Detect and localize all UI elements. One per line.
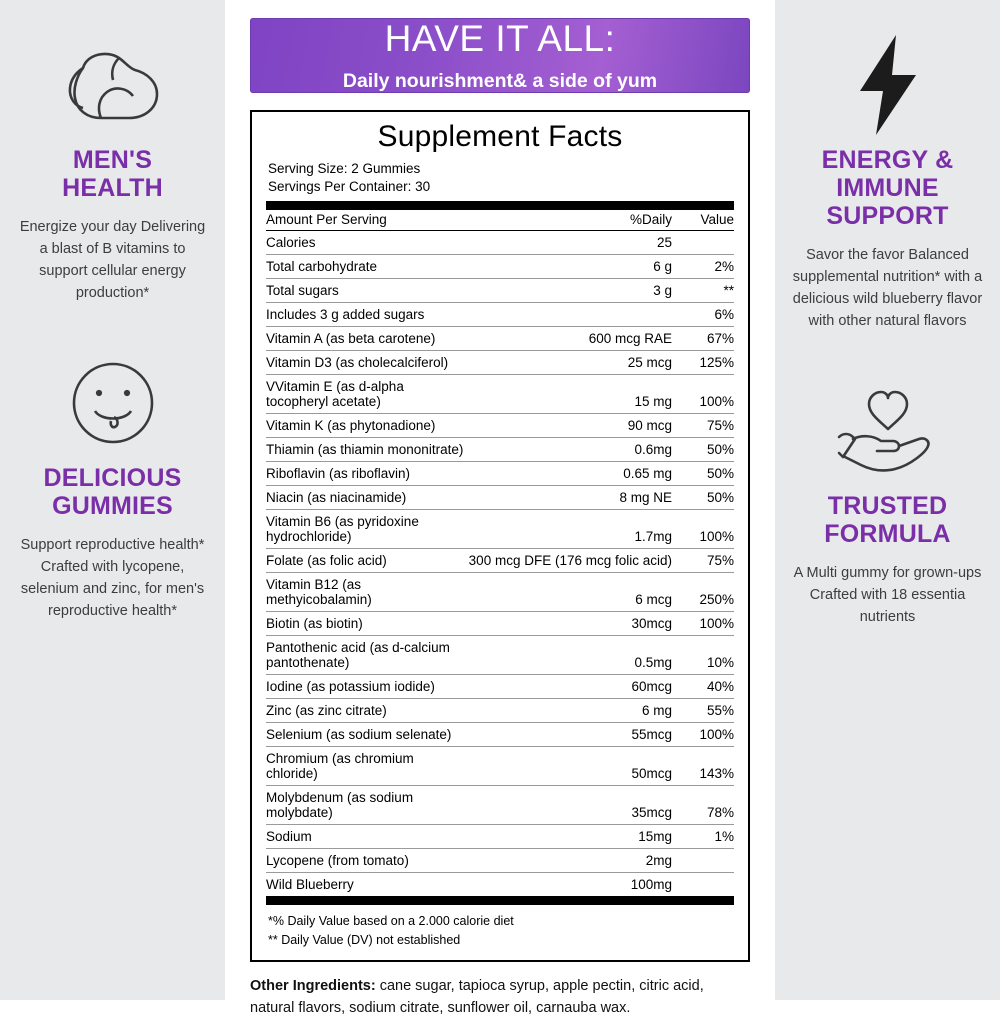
nutrient-daily-value: 75% bbox=[672, 549, 734, 573]
table-row bbox=[266, 549, 734, 573]
feature-title-line: GUMMIES bbox=[52, 492, 173, 521]
label-center-column bbox=[225, 0, 775, 1016]
right-feature-column bbox=[775, 0, 1000, 1000]
nutrient-name: Niacin (as niacinamide) bbox=[266, 486, 469, 510]
nutrient-amount: 30mcg bbox=[469, 612, 672, 636]
table-row bbox=[266, 303, 734, 327]
nutrient-daily-value: 1% bbox=[672, 825, 734, 849]
nutrient-amount: 0.6mg bbox=[469, 438, 672, 462]
table-row bbox=[266, 825, 734, 849]
table-row bbox=[266, 747, 734, 786]
nutrient-amount: 15 mg bbox=[469, 375, 672, 414]
feature-energy-immune-support bbox=[785, 30, 990, 332]
footnotes bbox=[266, 905, 734, 950]
feature-title bbox=[62, 146, 163, 202]
feature-title bbox=[824, 492, 950, 548]
table-row bbox=[266, 327, 734, 351]
feature-body: Energize your day Delivering a blast of B vitamins to support cellular energy production* bbox=[19, 219, 206, 302]
nutrient-name: Riboflavin (as riboflavin) bbox=[266, 462, 469, 486]
nutrient-name: Biotin (as biotin) bbox=[266, 612, 469, 636]
nutrient-name: Lycopene (from tomato) bbox=[266, 849, 469, 873]
servings-per-container: Servings Per Container: 30 bbox=[268, 179, 431, 195]
feature-body: Support reproductive health* Crafted with lycopene, selenium and zinc, for men's reproductive health* bbox=[20, 537, 205, 620]
feature-delicious-gummies bbox=[10, 348, 215, 622]
nutrient-name: Folate (as folic acid) bbox=[266, 549, 469, 573]
nutrient-amount: 50mcg bbox=[469, 747, 672, 786]
table-row bbox=[266, 462, 734, 486]
banner-title: HAVE IT ALL: bbox=[384, 18, 616, 59]
feature-title-line: SUPPORT bbox=[826, 202, 949, 230]
header-percent-daily: %Daily bbox=[469, 210, 672, 231]
nutrient-daily-value: 40% bbox=[672, 675, 734, 699]
table-row bbox=[266, 636, 734, 675]
table-row bbox=[266, 414, 734, 438]
table-row bbox=[266, 873, 734, 897]
nutrient-name: Vitamin K (as phytonadione) bbox=[266, 414, 469, 438]
header-banner bbox=[250, 18, 750, 93]
nutrient-daily-value: 100% bbox=[672, 612, 734, 636]
feature-mens-health bbox=[10, 30, 215, 304]
nutrient-daily-value: 100% bbox=[672, 723, 734, 747]
feature-title bbox=[822, 146, 954, 230]
nutrient-amount: 2mg bbox=[469, 849, 672, 873]
feature-title-line: FORMULA bbox=[824, 520, 951, 549]
nutrient-amount: 100mg bbox=[630, 877, 672, 893]
nutrient-name: Iodine (as potassium iodide) bbox=[266, 675, 469, 699]
table-header-row bbox=[266, 210, 734, 231]
feature-title-line: HEALTH bbox=[62, 174, 163, 202]
feature-body: Savor the favor Balanced supplemental nutrition* with a delicious wild blueberry flavor with other natural flavors bbox=[792, 247, 983, 330]
facts-top-rule bbox=[266, 201, 734, 210]
nutrient-name: VVitamin E (as d-alpha tocopheryl acetate) bbox=[266, 375, 469, 414]
facts-bottom-rule bbox=[266, 896, 734, 905]
lightning-bolt-icon bbox=[850, 30, 926, 140]
other-ingredients bbox=[250, 976, 750, 1019]
nutrient-name: Includes 3 g added sugars bbox=[266, 303, 469, 327]
feature-title-line: DELICIOUS bbox=[43, 464, 182, 493]
nutrient-daily-value: 6% bbox=[672, 303, 734, 327]
nutrient-amount: 600 mcg RAE bbox=[469, 327, 672, 351]
nutrient-daily-value: 67% bbox=[672, 327, 734, 351]
feature-trusted-formula bbox=[785, 376, 990, 628]
nutrient-daily-value: 250% bbox=[672, 573, 734, 612]
nutrient-daily-value: 55% bbox=[672, 699, 734, 723]
nutrient-name: Molybdenum (as sodium molybdate) bbox=[266, 786, 469, 825]
supplement-facts-panel bbox=[250, 110, 750, 962]
nutrient-amount: 25 mcg bbox=[469, 351, 672, 375]
nutrient-amount: 60mcg bbox=[469, 675, 672, 699]
table-row bbox=[266, 351, 734, 375]
table-row bbox=[266, 486, 734, 510]
nutrient-amount: 6 mg bbox=[469, 699, 672, 723]
nutrient-amount: 1.7mg bbox=[469, 510, 672, 549]
nutrient-name: Thiamin (as thiamin mononitrate) bbox=[266, 438, 469, 462]
feature-title-line: IMMUNE bbox=[836, 174, 939, 202]
nutrient-daily-value bbox=[672, 231, 734, 255]
nutrient-name: Chromium (as chromium chloride) bbox=[266, 747, 469, 786]
nutrient-amount: 3 g bbox=[469, 279, 672, 303]
nutrient-name: Zinc (as zinc citrate) bbox=[266, 699, 469, 723]
nutrient-daily-value: 50% bbox=[672, 462, 734, 486]
nutrient-daily-value: 10% bbox=[672, 636, 734, 675]
nutrient-amount bbox=[469, 303, 672, 327]
other-ingredients-text: cane sugar, tapioca syrup, apple pectin, citric acid, natural flavors, sodium citrate, sunflower oil, carnauba wax. bbox=[250, 977, 704, 1016]
nutrient-amount: 25 bbox=[469, 231, 672, 255]
nutrient-amount: 6 g bbox=[469, 255, 672, 279]
serving-size: Serving Size: 2 Gummies bbox=[268, 161, 421, 176]
nutrient-daily-value: 143% bbox=[672, 747, 734, 786]
nutrient-daily-value: 100% bbox=[672, 510, 734, 549]
nutrient-amount: 90 mcg bbox=[469, 414, 672, 438]
nutrient-amount: 6 mcg bbox=[469, 573, 672, 612]
nutrient-name: Vitamin D3 (as cholecalciferol) bbox=[266, 351, 469, 375]
nutrient-daily-value: 50% bbox=[672, 486, 734, 510]
nutrient-daily-value bbox=[672, 873, 734, 897]
table-row bbox=[266, 573, 734, 612]
nutrient-name: Sodium bbox=[266, 825, 469, 849]
table-row bbox=[266, 279, 734, 303]
feature-title-line: TRUSTED bbox=[827, 492, 948, 521]
other-ingredients-label: Other Ingredients: bbox=[250, 977, 376, 994]
table-row bbox=[266, 231, 734, 255]
table-row bbox=[266, 699, 734, 723]
flexed-bicep-icon bbox=[63, 30, 163, 140]
nutrition-table bbox=[266, 210, 734, 896]
nutrient-amount: 0.65 mg bbox=[469, 462, 672, 486]
supplement-facts-title: Supplement Facts bbox=[377, 120, 623, 153]
header-amount-per-serving: Amount Per Serving bbox=[266, 210, 469, 231]
table-row bbox=[266, 786, 734, 825]
banner-subtitle: Daily nourishment& a side of yum bbox=[342, 70, 658, 92]
nutrient-daily-value: 125% bbox=[672, 351, 734, 375]
nutrient-name: Wild Blueberry bbox=[266, 877, 354, 893]
smiley-face-icon bbox=[65, 348, 161, 458]
table-row bbox=[266, 675, 734, 699]
nutrient-name: Vitamin B12 (as methyicobalamin) bbox=[266, 573, 469, 612]
feature-title-line: ENERGY & bbox=[821, 146, 954, 174]
nutrient-name: Total sugars bbox=[266, 279, 469, 303]
nutrient-amount: 8 mg NE bbox=[469, 486, 672, 510]
nutrient-daily-value: 2% bbox=[672, 255, 734, 279]
nutrient-daily-value bbox=[672, 849, 734, 873]
header-value: Value bbox=[672, 210, 734, 231]
nutrient-name: Total carbohydrate bbox=[266, 255, 469, 279]
nutrient-daily-value: ** bbox=[672, 279, 734, 303]
nutrient-daily-value: 78% bbox=[672, 786, 734, 825]
table-row bbox=[266, 723, 734, 747]
table-row bbox=[266, 255, 734, 279]
footnote-dv-not-established: ** Daily Value (DV) not established bbox=[268, 933, 461, 948]
table-row bbox=[266, 438, 734, 462]
table-row bbox=[266, 849, 734, 873]
nutrient-amount: 15mg bbox=[469, 825, 672, 849]
table-row bbox=[266, 612, 734, 636]
nutrient-daily-value: 75% bbox=[672, 414, 734, 438]
footnote-daily-value: *% Daily Value based on a 2.000 calorie diet bbox=[268, 914, 514, 929]
feature-body: A Multi gummy for grown-ups Crafted with 18 essentia nutrients bbox=[793, 565, 982, 626]
nutrient-name: Vitamin A (as beta carotene) bbox=[266, 327, 469, 351]
nutrient-name: Selenium (as sodium selenate) bbox=[266, 723, 469, 747]
feature-title bbox=[44, 464, 182, 520]
nutrient-daily-value: 50% bbox=[672, 438, 734, 462]
nutrient-amount: 55mcg bbox=[469, 723, 672, 747]
nutrient-amount: 35mcg bbox=[469, 786, 672, 825]
table-row bbox=[266, 375, 734, 414]
left-feature-column bbox=[0, 0, 225, 1000]
nutrient-amount: 0.5mg bbox=[469, 636, 672, 675]
heart-in-hand-icon bbox=[833, 376, 943, 486]
feature-title-line: MEN'S bbox=[72, 146, 153, 174]
nutrient-name: Pantothenic acid (as d-calcium pantothenate) bbox=[266, 636, 469, 675]
table-row bbox=[266, 510, 734, 549]
nutrient-name: Calories bbox=[266, 231, 469, 255]
nutrient-name: Vitamin B6 (as pyridoxine hydrochloride) bbox=[266, 510, 469, 549]
nutrient-amount: 300 mcg DFE (176 mcg folic acid) bbox=[469, 549, 672, 573]
nutrient-daily-value: 100% bbox=[672, 375, 734, 414]
